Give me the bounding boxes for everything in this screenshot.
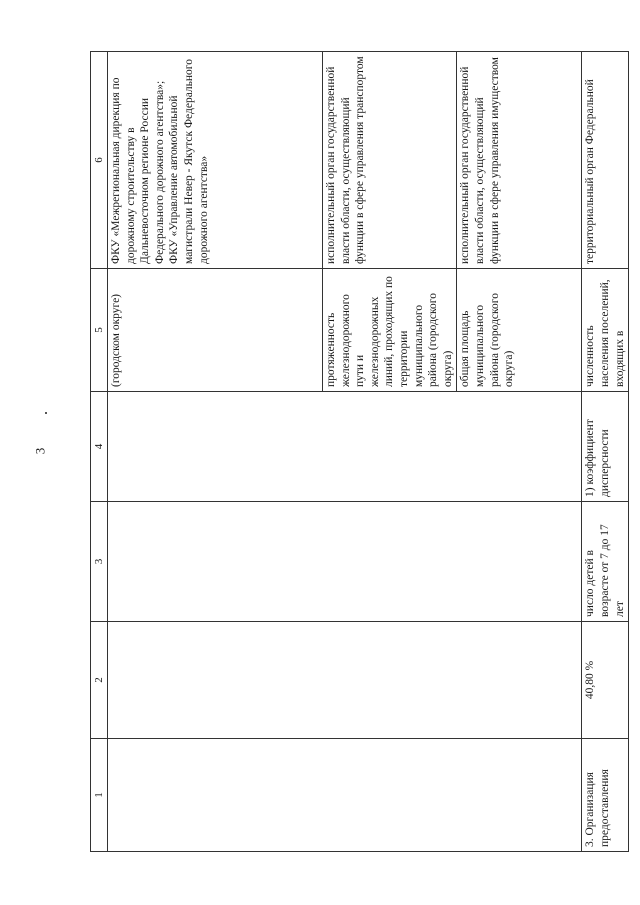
cell-col-5: протяженность железнодорожного пути и железнодорожных линий, проходящих по территории муниципального района (городского округа) [323, 269, 457, 392]
cell-col-5: численность населения поселений, входящих в [582, 269, 629, 392]
cell-col-6: исполнительный орган государственной власти области, осуществляющий функции в сфере управления имуществом [457, 52, 582, 269]
header-col-4: 4 [91, 392, 108, 502]
cell-col-1: 3. Организация предоставления [582, 739, 629, 852]
header-col-1: 1 [91, 739, 108, 852]
rotated-table-sheet [90, 52, 626, 852]
header-col-6: 6 [91, 52, 108, 269]
cell-col-6: ФКУ «Межрегиональная дирекция по дорожному строительству в Дальневосточном регионе России Федерального дорожного агентства»; ФКУ «Управление автомобильной магистрали Невер - Якутск Федерального дорожного агентства» [108, 52, 323, 269]
header-col-2: 2 [91, 622, 108, 739]
header-col-3: 3 [91, 502, 108, 622]
cell-col-6: исполнительный орган государственной власти области, осуществляющий функции в сфере управления транспортом [323, 52, 457, 269]
header-row [91, 52, 108, 852]
cell-col-2: 40,80 % [582, 622, 629, 739]
cell-col-5: общая площадь муниципального района (городского округа) [457, 269, 582, 392]
cell-col-1 [108, 739, 582, 852]
table-row [582, 52, 629, 852]
cell-col-4: 1) коэффициент дисперсности [582, 392, 629, 502]
scan-speck [45, 412, 47, 414]
cell-col-4 [108, 392, 582, 502]
data-table [90, 51, 629, 852]
cell-col-6: территориальный орган Федеральной [582, 52, 629, 269]
cell-col-2 [108, 622, 582, 739]
cell-col-5: (городском округе) [108, 269, 323, 392]
table-row [108, 52, 323, 852]
header-col-5: 5 [91, 269, 108, 392]
cell-col-3: число детей в возрасте от 7 до 17 лет [582, 502, 629, 622]
page-number: 3 [32, 447, 48, 455]
cell-col-3 [108, 502, 582, 622]
